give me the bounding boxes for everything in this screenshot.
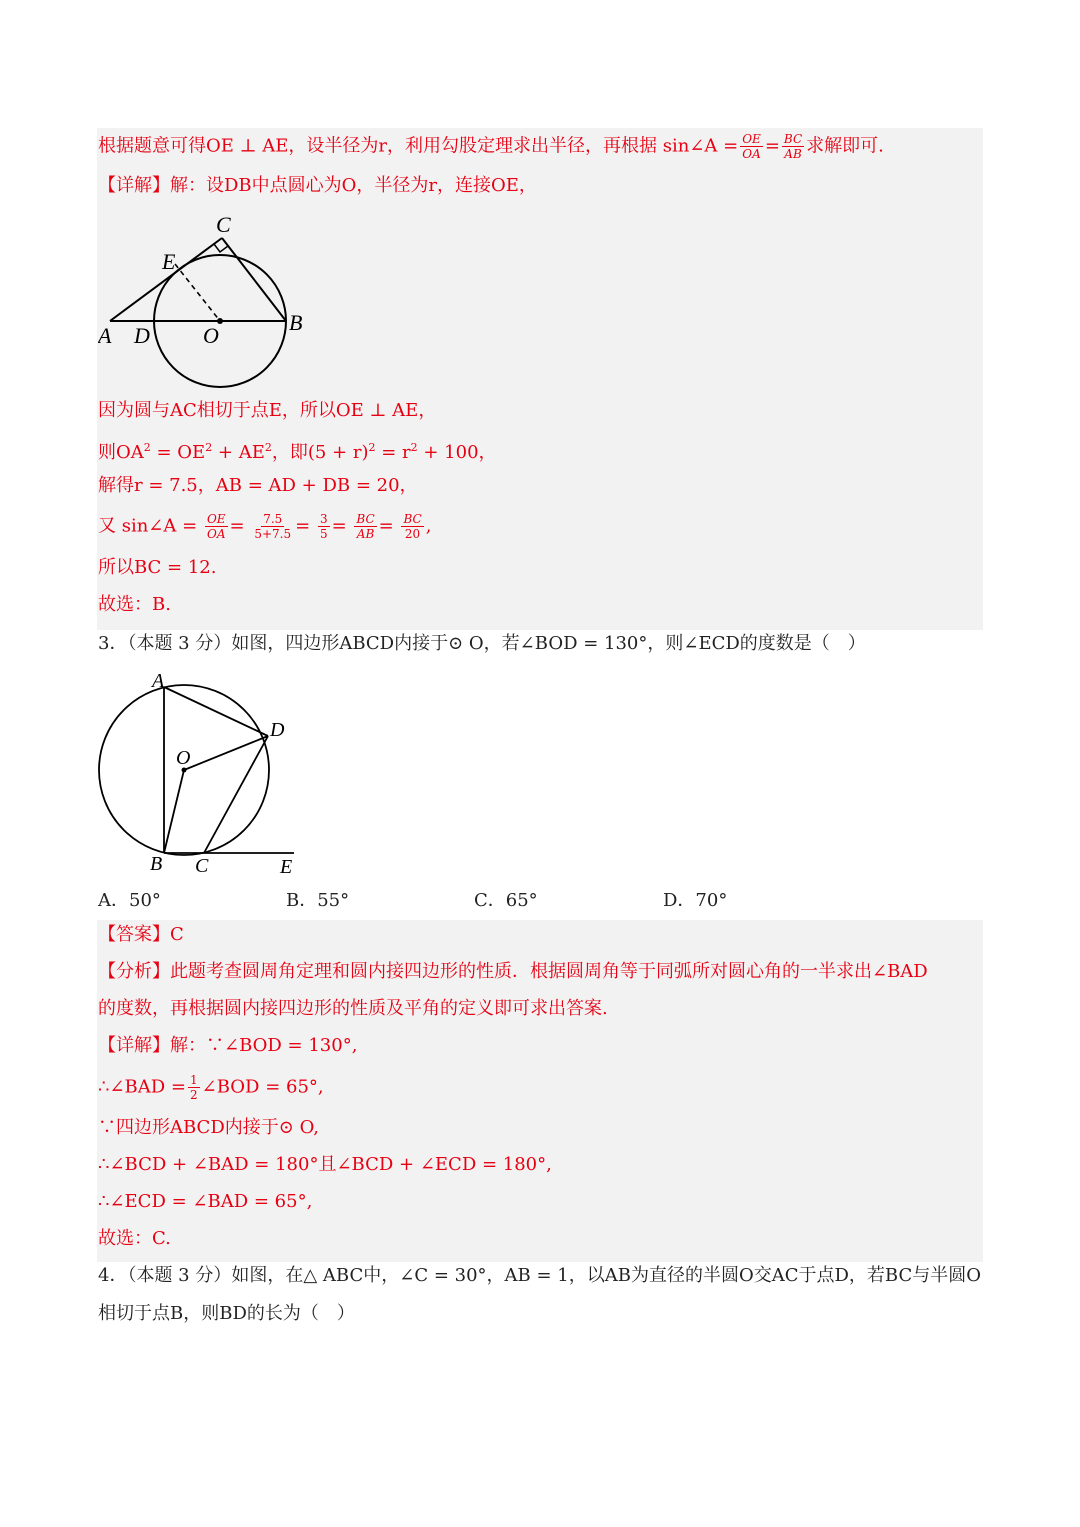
option-c: C．65° xyxy=(474,890,538,911)
label-e: E xyxy=(280,856,293,878)
question-4-line-2: 相切于点B，则BD的长为（ ） xyxy=(98,1303,355,1324)
answer-line: 【答案】C xyxy=(98,924,184,945)
label-o: O xyxy=(203,323,219,348)
choice-2: 故选：C. xyxy=(98,1228,171,1249)
step-ecd: ∴∠ECD = ∠BAD = 65°, xyxy=(98,1191,313,1212)
option-d: D．70° xyxy=(663,890,728,911)
label-a: A xyxy=(98,323,112,348)
step-inscribed: ∵四边形ABCD内接于⊙ O, xyxy=(98,1117,319,1138)
segment-cb xyxy=(222,238,286,321)
figure-inscribed-quad xyxy=(98,668,308,880)
option-b: B．55° xyxy=(286,890,350,911)
option-a: A．50° xyxy=(98,890,161,911)
step-bad: ∴∠BAD = $\frac{1}{2}$ ∠BOD = 65°, xyxy=(98,1073,324,1102)
question-3: 3．（本题 3 分）如图，四边形ABCD内接于⊙ O，若∠BOD = 130°，则∠ECD的度数是（ ） xyxy=(98,633,866,654)
segment-od xyxy=(184,736,268,770)
detail-line-2: 【详解】解：∵∠BOD = 130°, xyxy=(98,1035,358,1056)
step-supplementary: ∴∠BCD + ∠BAD = 180°且∠BCD + ∠ECD = 180°, xyxy=(98,1154,552,1175)
detail-line: 【详解】解：设DB中点圆心为O，半径为r，连接OE， xyxy=(98,175,537,196)
segment-ob xyxy=(164,770,184,853)
label-c: C xyxy=(216,212,231,237)
label-b: B xyxy=(150,853,163,875)
figure-triangle-circle xyxy=(98,208,318,390)
step-pythagoras: 则$OA^2 = OE^2 + AE^2$，即$(5 + r)^2 = r^2 + 100$， xyxy=(98,441,497,463)
question-4-line-1: 4．（本题 3 分）如图，在△ ABC中，∠C = 30°，AB = 1，以AB为直径的半圆O交AC于点D，若BC与半圆O xyxy=(98,1265,982,1286)
label-c: C xyxy=(195,855,209,877)
analysis-line-2: 【分析】此题考查圆周角定理和圆内接四边形的性质．根据圆周角等于同弧所对圆心角的一半求出∠BAD xyxy=(98,961,928,982)
step-bc: 所以BC = 12. xyxy=(98,557,217,578)
label-d: D xyxy=(134,323,150,348)
segment-ad xyxy=(164,687,268,736)
label-b: B xyxy=(289,310,303,335)
segment-dc xyxy=(204,736,268,853)
step-tangent: 因为圆与AC相切于点E，所以OE ⊥ AE， xyxy=(98,400,437,421)
label-e: E xyxy=(162,249,176,274)
label-d: D xyxy=(270,719,285,741)
segment-oe-dashed xyxy=(175,264,220,321)
step-solve-r: 解得r = 7.5，AB = AD + DB = 20， xyxy=(98,475,418,496)
analysis-line-3: 的度数，再根据圆内接四边形的性质及平角的定义即可求出答案. xyxy=(98,998,608,1019)
label-a: A xyxy=(152,670,165,692)
right-angle-mark xyxy=(214,244,228,252)
choice-1: 故选：B. xyxy=(98,594,171,615)
label-o: O xyxy=(176,747,191,769)
analysis-line: 根据题意可得OE ⊥ AE，设半径为r，利用勾股定理求出半径，再根据 sin∠A = $\frac{OE}{OA}$ = $\frac{BC}{AB}$ 求解即可. xyxy=(98,132,884,161)
step-sine: 又 sin∠A = $\frac{OE}{OA}$ = $\frac{7.5}{5+7.5}$ = $\frac{3}{5}$ = $\frac{BC}{AB}$ = $\frac{BC}{20}$ , xyxy=(98,512,432,541)
